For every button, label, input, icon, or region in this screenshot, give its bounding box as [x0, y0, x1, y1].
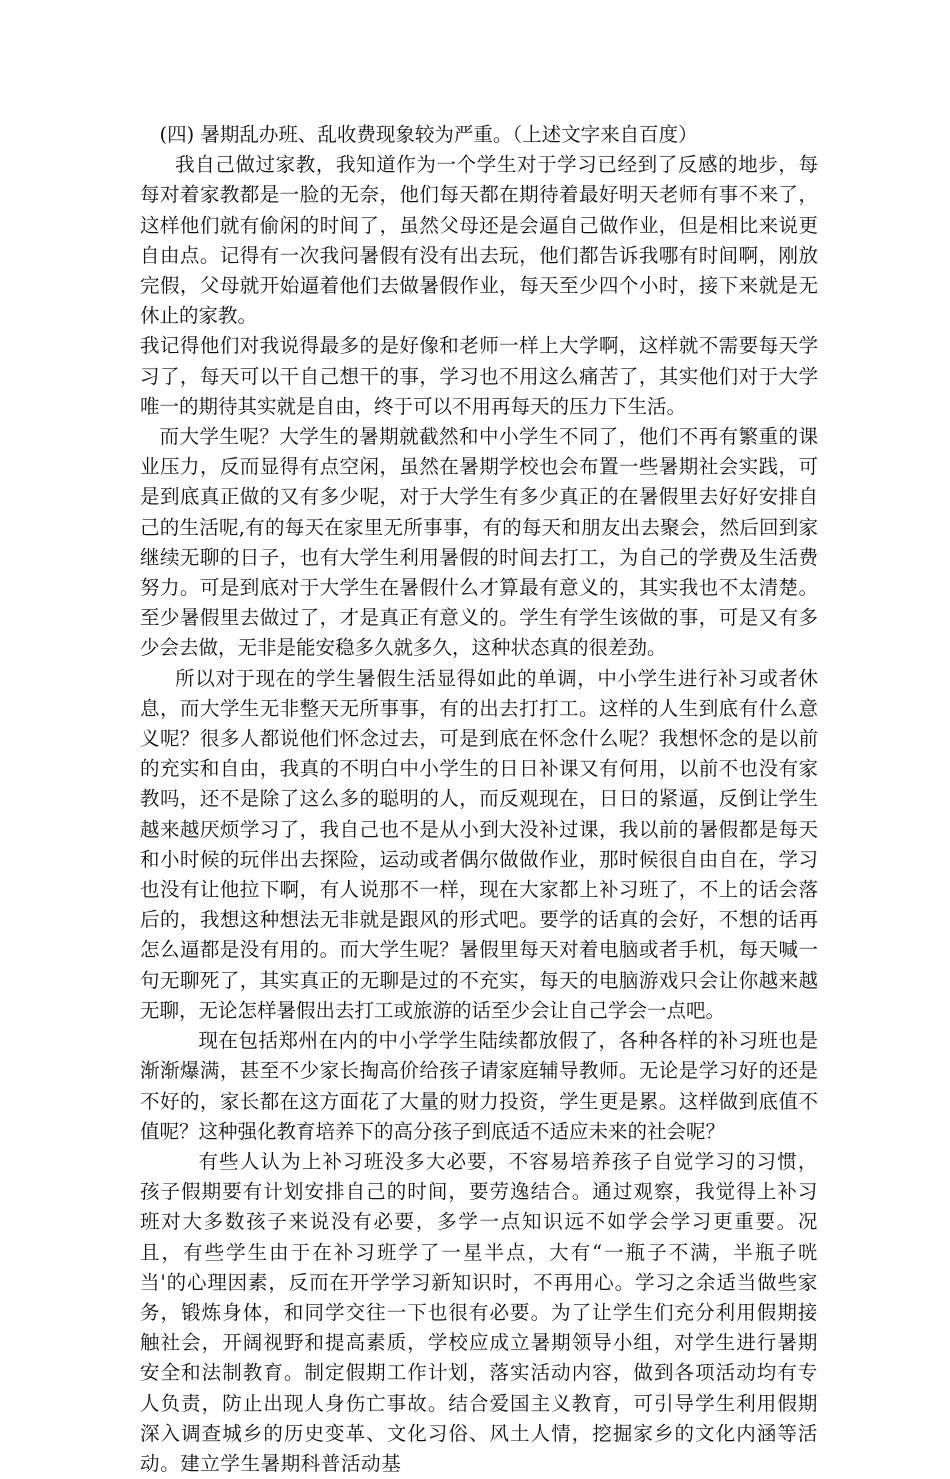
- paragraph-heading-four: (四) 暑期乱办班、乱收费现象较为严重。（上述文字来自百度）: [159, 123, 698, 146]
- paragraph-tutoring-experience: 我自己做过家教，我知道作为一个学生对于学习已经到了反感的地步，每每对着家教都是一脸的无奈，他们每天都在期待着最好明天老师有事不来了，这样他们就有偷闲的时间了，虽然父母还是会逼自己做作业，但是相比来说更自由点。记得有一次我问暑假有没有出去玩，他们都告诉我哪有时间啊，刚放完假，父母就开始逼着他们去做暑假作业，每天至少四个小时，接下来就是无休止的家教。: [140, 153, 818, 328]
- paragraph-tutoring-opinion: 有些人认为上补习班没多大必要，不容易培养孩子自觉学习的习惯，孩子假期要有计划安排自己的时间，要劳逸结合。通过观察，我觉得上补习班对大多数孩子来说没有必要，多学一点知识远不如学会学习更重要。况且，有些学生由于在补习班学了一星半点，大有“一瓶子不满，半瓶子咣当'的心理因素，反而在开学学习新知识时，不再用心。学习之余适当做些家务，锻炼身体，和同学交往一下也很有必要。为了让学生们充分利用假期接触社会，开阔视野和提高素质，学校应成立暑期领导小组，对学生进行暑期安全和法制教育。制定假期工作计划，落实活动内容，做到各项活动均有专人负责，防止出现人身伤亡事故。结合爱国主义教育，可引导学生利用假期深入调查城乡的历史变革、文化习俗、风土人情，挖掘家乡的文化内涵等活动。建立学生暑期科普活动基: [140, 1149, 818, 1475]
- paragraph-summer-life: 所以对于现在的学生暑假生活显得如此的单调，中小学生进行补习或者休息，而大学生无非整天无所事事，有的出去打打工。这样的人生到底有什么意义呢？很多人都说他们怀念过去，可是到底在怀念什么呢？我想怀念的是以前的充实和自由，我真的不明白中小学生的日日补课又有何用，以前不也没有家教吗，还不是除了这么多的聪明的人，而反观现在，日日的紧逼，反倒让学生越来越厌烦学习了，我自己也不是从小到大没补过课，我以前的暑假都是每天和小时候的玩伴出去探险，运动或者偶尔做做作业，那时候很自由自在，学习也没有让他拉下啊，有人说那不一样，现在大家都上补习班了，不上的话会落后的，我想这种想法无非就是跟风的形式吧。要学的话真的会好，不想的话再怎么逼都是没有用的。而大学生呢？暑假里每天对着电脑或者手机，每天喊一句无聊死了，其实真正的无聊是过的不充实，每天的电脑游戏只会让你越来越无聊，无论怎样暑假出去打工或旅游的话至少会让自己学会一点吧。: [140, 666, 818, 1022]
- paragraph-zhengzhou: 现在包括郑州在内的中小学学生陆续都放假了，各种各样的补习班也是渐渐爆满，甚至不少家长掏高价给孩子请家庭辅导教师。无论是学习好的还是不好的，家长都在这方面花了大量的财力投资，学生更是累。这样做到底值不值呢？这种强化教育培养下的高分孩子到底适不适应未来的社会呢？: [140, 1029, 818, 1143]
- paragraph-college-students: 而大学生呢？大学生的暑期就截然和中小学生不同了，他们不再有繁重的课业压力，反而显得有点空闲，虽然在暑期学校也会布置一些暑期社会实践，可是到底真正做的又有多少呢，对于大学生有多少真正的在暑假里去好好安排自己的生活呢,有的每天在家里无所事事，有的每天和朋友出去聚会，然后回到家继续无聊的日子，也有大学生利用暑假的时间去打工，为自己的学费及生活费努力。可是到底对于大学生在暑假什么才算最有意义的，其实我也不太清楚。至少暑假里去做过了，才是真正有意义的。学生有学生该做的事，可是又有多少会去做，无非是能安稳多久就多久，这种状态真的很差劲。: [140, 425, 818, 660]
- document-body: [140, 120, 818, 1479]
- paragraph-college-expectation: 我记得他们对我说得最多的是好像和老师一样上大学啊，这样就不需要每天学习了，每天可以干自己想干的事，学习也不用这么痛苦了，其实他们对于大学唯一的期待其实就是自由，终于可以不用再每天的压力下生活。: [140, 334, 818, 418]
